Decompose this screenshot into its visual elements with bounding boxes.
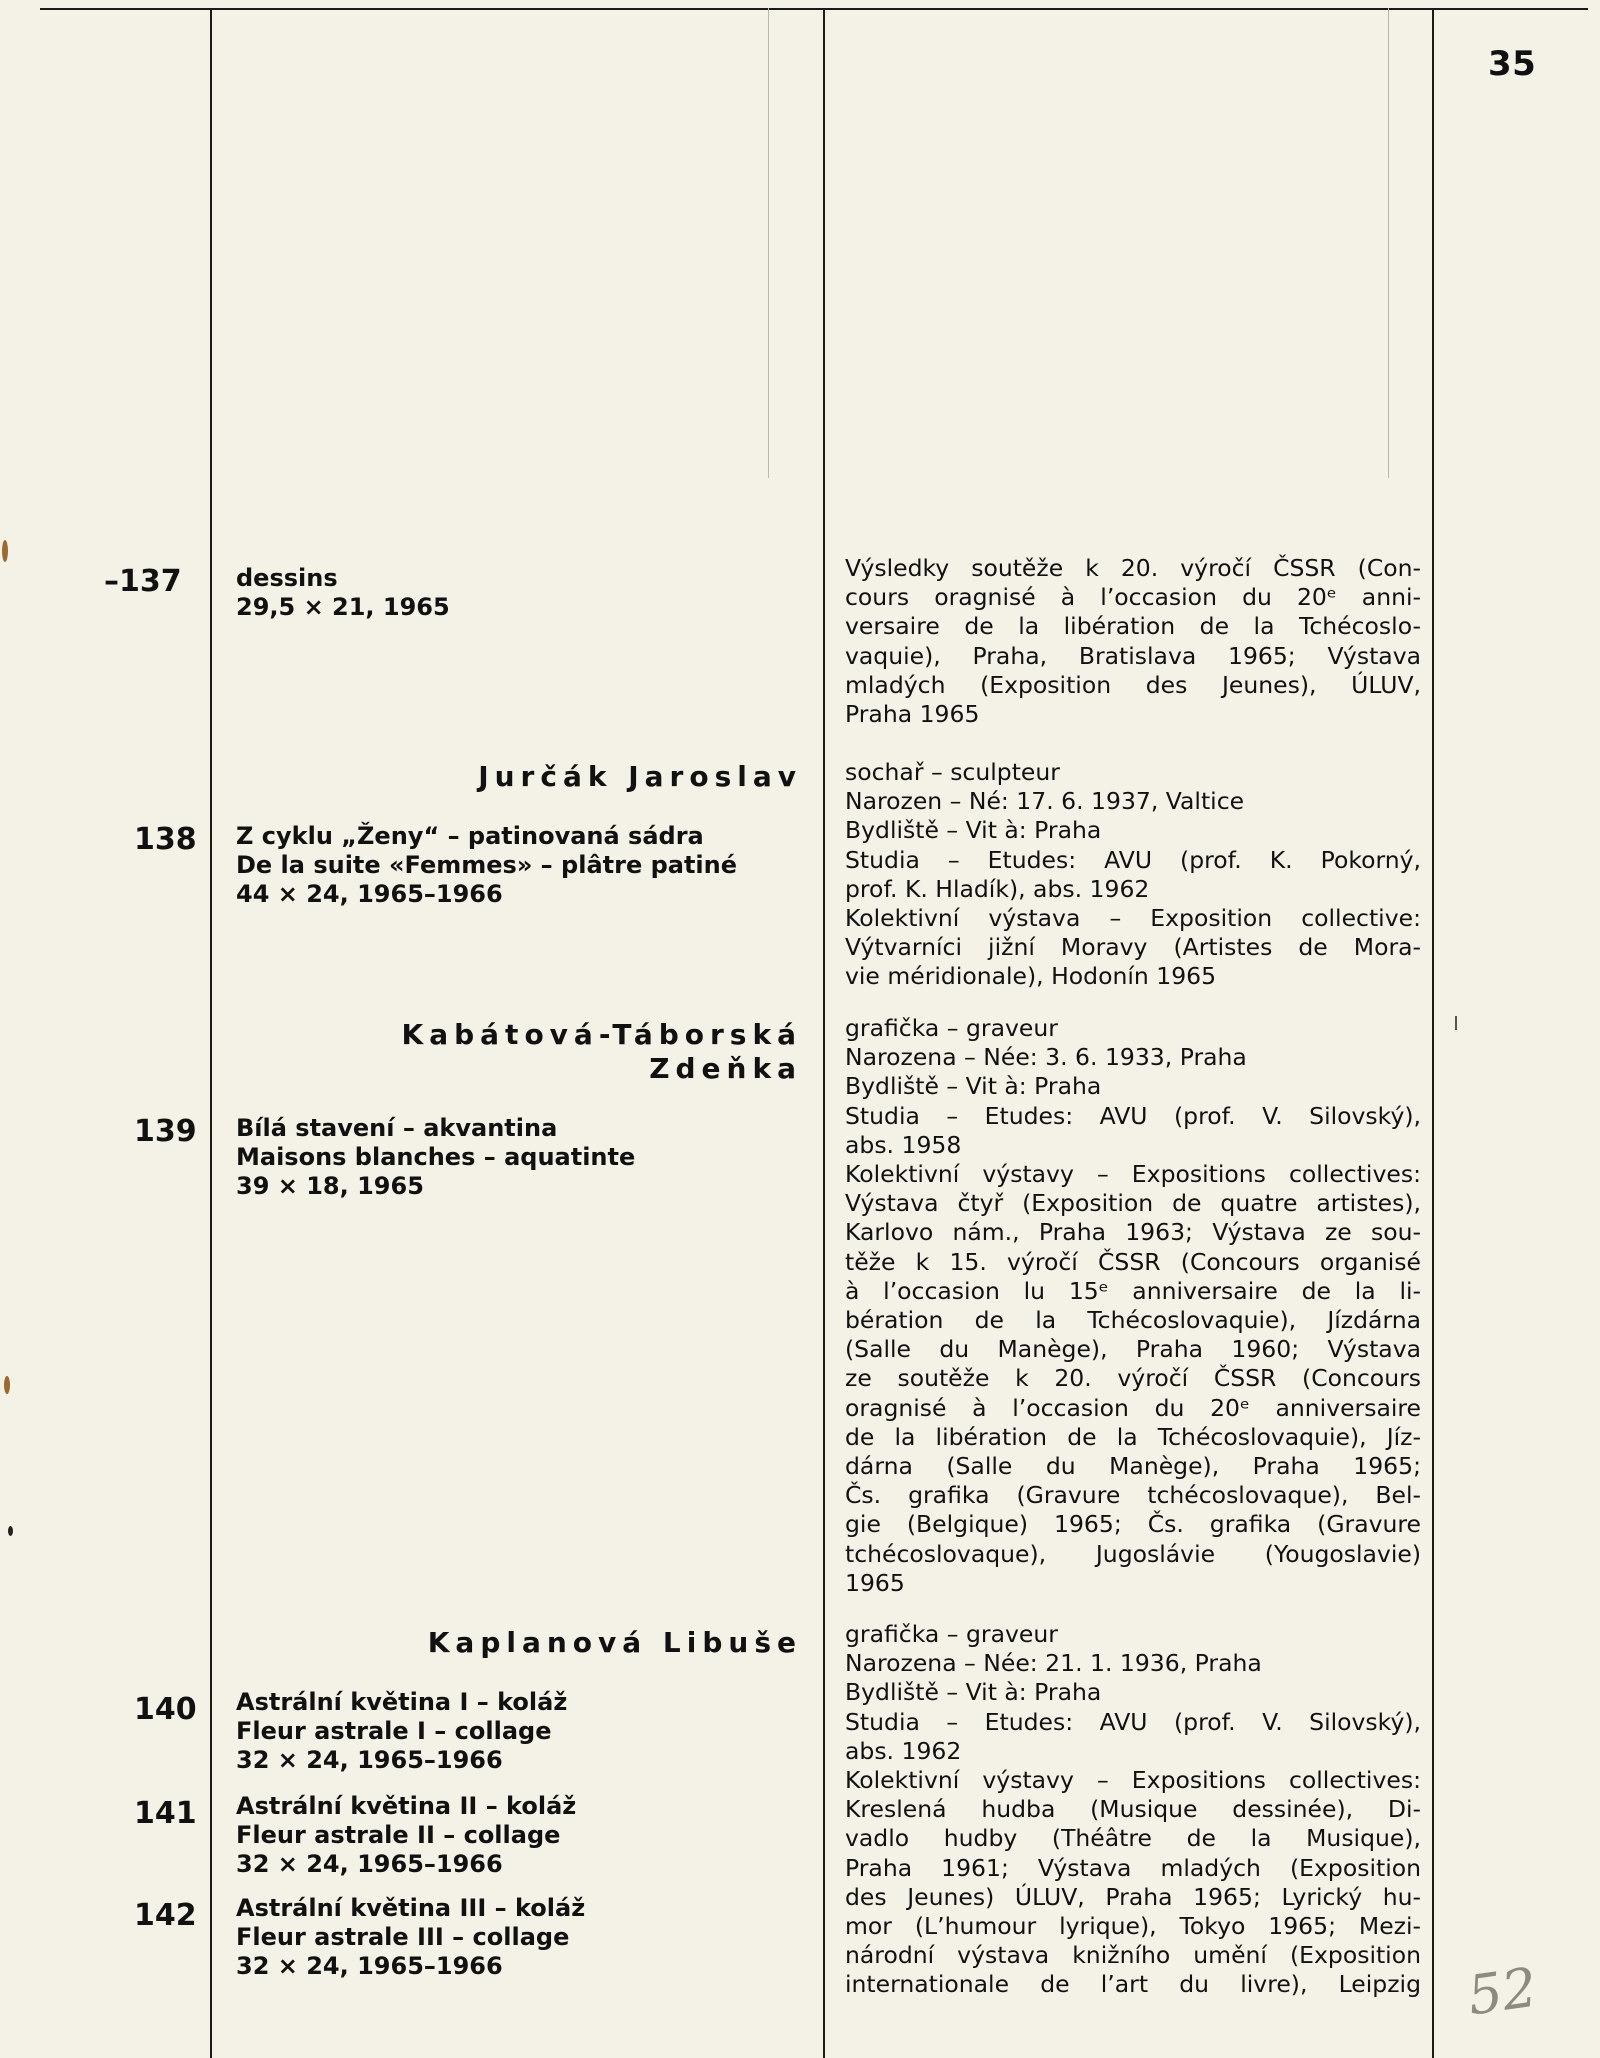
- bio-line: bération de la Tchécoslovaquie), Jízdárna: [845, 1306, 1421, 1335]
- top-rule: [40, 8, 1588, 10]
- catalogue-number: 139: [134, 1114, 197, 1149]
- bio-line: tchécoslovaque), Jugoslávie (Yougoslavie): [845, 1539, 1421, 1568]
- bio-line: Kolektivní výstavy – Expositions collectives:: [845, 1160, 1421, 1189]
- work-line: Astrální květina III – koláž: [236, 1894, 586, 1922]
- bio-line: grafička – graveur: [845, 1014, 1058, 1042]
- handwritten-note: 52: [1463, 1955, 1541, 2028]
- work-line: dessins: [236, 564, 338, 592]
- bio-line: grafička – graveur: [845, 1620, 1058, 1648]
- bio-line: des Jeunes) ÚLUV, Praha 1965; Lyrický hu-: [845, 1882, 1421, 1911]
- artist-bio-continued: [845, 554, 1421, 729]
- bio-line: de la libération de la Tchécoslovaquie), Jíz-: [845, 1422, 1421, 1451]
- column-rule-artist: [823, 8, 825, 2058]
- work-line: 29,5 × 21, 1965: [236, 593, 450, 621]
- catalogue-number: 141: [134, 1796, 197, 1831]
- bio-line: 1965: [845, 1568, 905, 1597]
- bio-line: Studia – Etudes: AVU (prof. K. Pokorný,: [845, 845, 1421, 874]
- work-description: [236, 1894, 585, 1981]
- bio-line: Výtvarníci jižní Moravy (Artistes de Mora-: [845, 933, 1421, 962]
- bio-line: Karlovo nám., Praha 1963; Výstava ze sou-: [845, 1218, 1421, 1247]
- work-description: [236, 564, 450, 622]
- artist-name-continued: Zdeňka: [649, 1052, 802, 1085]
- column-rule-bio: [1432, 8, 1434, 2058]
- work-description: [236, 822, 737, 909]
- catalogue-number: 138: [134, 822, 197, 857]
- bio-line: vadlo hudby (Théâtre de la Musique),: [845, 1824, 1421, 1853]
- bio-line: (Salle du Manège), Praha 1960; Výstava: [845, 1335, 1421, 1364]
- work-description: [236, 1114, 635, 1201]
- bio-line: Kolektivní výstavy – Expositions collectives:: [845, 1766, 1421, 1795]
- bio-line: Kolektivní výstava – Exposition collective:: [845, 904, 1421, 933]
- bio-line: Bydliště – Vit à: Praha: [845, 816, 1102, 845]
- work-line: Fleur astrale I – collage: [236, 1717, 552, 1745]
- bio-line: dárna (Salle du Manège), Praha 1965;: [845, 1452, 1421, 1481]
- bio-line: mor (L’humour lyrique), Tokyo 1965; Mezi-: [845, 1912, 1421, 1941]
- work-line: Z cyklu „Ženy“ – patinovaná sádra: [236, 822, 704, 850]
- work-line: 32 × 24, 1965–1966: [236, 1746, 503, 1774]
- bio-line: abs. 1958: [845, 1130, 962, 1159]
- work-line: Bílá stavení – akvantina: [236, 1114, 558, 1142]
- bio-line: Narozena – Née: 3. 6. 1933, Praha: [845, 1043, 1247, 1072]
- bio-line: gie (Belgique) 1965; Čs. grafika (Gravure: [845, 1510, 1421, 1539]
- bio-line: Praha 1965: [845, 700, 980, 729]
- bio-line: oragnisé à l’occasion du 20ᵉ anniversaire: [845, 1393, 1421, 1422]
- bio-line: Bydliště – Vit à: Praha: [845, 1678, 1102, 1707]
- work-line: Maisons blanches – aquatinte: [236, 1143, 636, 1171]
- work-line: Astrální květina II – koláž: [236, 1792, 577, 1820]
- bio-line: versaire de la libération de la Tchécoslo-: [845, 612, 1421, 641]
- catalogue-number: –137: [104, 564, 182, 599]
- work-line: 44 × 24, 1965–1966: [236, 880, 503, 908]
- bio-line: Narozen – Né: 17. 6. 1937, Valtice: [845, 787, 1245, 816]
- bio-line: prof. K. Hladík), abs. 1962: [845, 874, 1150, 903]
- bio-line: Kreslená hudba (Musique dessinée), Di-: [845, 1795, 1421, 1824]
- artist-name: Kabátová-Táborská: [401, 1018, 802, 1051]
- bio-line: národní výstava knižního umění (Exposition: [845, 1941, 1421, 1970]
- bio-line: Výstava čtyř (Exposition de quatre artistes),: [845, 1189, 1421, 1218]
- show-through-line: [768, 8, 769, 478]
- artist-bio: [845, 1620, 1421, 2000]
- catalogue-number: 140: [134, 1692, 197, 1727]
- bio-line: Praha 1961; Výstava mladých (Exposition: [845, 1853, 1421, 1882]
- bio-line: cours oragnisé à l’occasion du 20ᵉ anni-: [845, 583, 1421, 612]
- work-line: De la suite «Femmes» – plâtre patiné: [236, 851, 738, 879]
- catalogue-number: 142: [134, 1898, 197, 1933]
- bio-line: Výsledky soutěže k 20. výročí ČSSR (Con-: [845, 554, 1421, 582]
- show-through-line-right: [1388, 8, 1389, 478]
- bio-line: Studia – Etudes: AVU (prof. V. Silovský),: [845, 1707, 1421, 1736]
- column-rule-number: [210, 8, 212, 2058]
- bio-line: Čs. grafika (Gravure tchécoslovaque), Bel-: [845, 1481, 1421, 1510]
- bio-line: sochař – sculpteur: [845, 758, 1060, 786]
- margin-mark: [2, 540, 8, 562]
- work-line: 39 × 18, 1965: [236, 1172, 424, 1200]
- margin-tick: [1455, 1016, 1457, 1030]
- bio-line: mladých (Exposition des Jeunes), ÚLUV,: [845, 670, 1421, 699]
- margin-mark: [8, 1526, 13, 1536]
- work-line: 32 × 24, 1965–1966: [236, 1850, 503, 1878]
- bio-line: ze soutěže k 20. výročí ČSSR (Concours: [845, 1364, 1421, 1393]
- bio-line: à l’occasion lu 15ᵉ anniversaire de la li-: [845, 1276, 1421, 1305]
- work-line: 32 × 24, 1965–1966: [236, 1952, 503, 1980]
- bio-line: Studia – Etudes: AVU (prof. V. Silovský),: [845, 1101, 1421, 1130]
- bio-line: Bydliště – Vit à: Praha: [845, 1072, 1102, 1101]
- work-description: [236, 1792, 576, 1879]
- margin-mark: [4, 1376, 10, 1394]
- work-line: Astrální květina I – koláž: [236, 1688, 568, 1716]
- bio-line: internationale de l’art du livre), Leipzig: [845, 1970, 1421, 1999]
- work-line: Fleur astrale III – collage: [236, 1923, 570, 1951]
- page-number: 35: [1488, 44, 1537, 84]
- artist-bio: [845, 758, 1421, 992]
- artist-name: Jurčák Jaroslav: [478, 760, 802, 793]
- bio-line: abs. 1962: [845, 1736, 962, 1765]
- artist-bio: [845, 1014, 1421, 1598]
- work-description: [236, 1688, 567, 1775]
- bio-line: těže k 15. výročí ČSSR (Concours organisé: [845, 1247, 1421, 1276]
- artist-name: Kaplanová Libuše: [427, 1626, 802, 1659]
- bio-line: vie méridionale), Hodonín 1965: [845, 962, 1217, 991]
- bio-line: Narozena – Née: 21. 1. 1936, Praha: [845, 1649, 1262, 1678]
- bio-line: vaquie), Praha, Bratislava 1965; Výstava: [845, 641, 1421, 670]
- work-line: Fleur astrale II – collage: [236, 1821, 561, 1849]
